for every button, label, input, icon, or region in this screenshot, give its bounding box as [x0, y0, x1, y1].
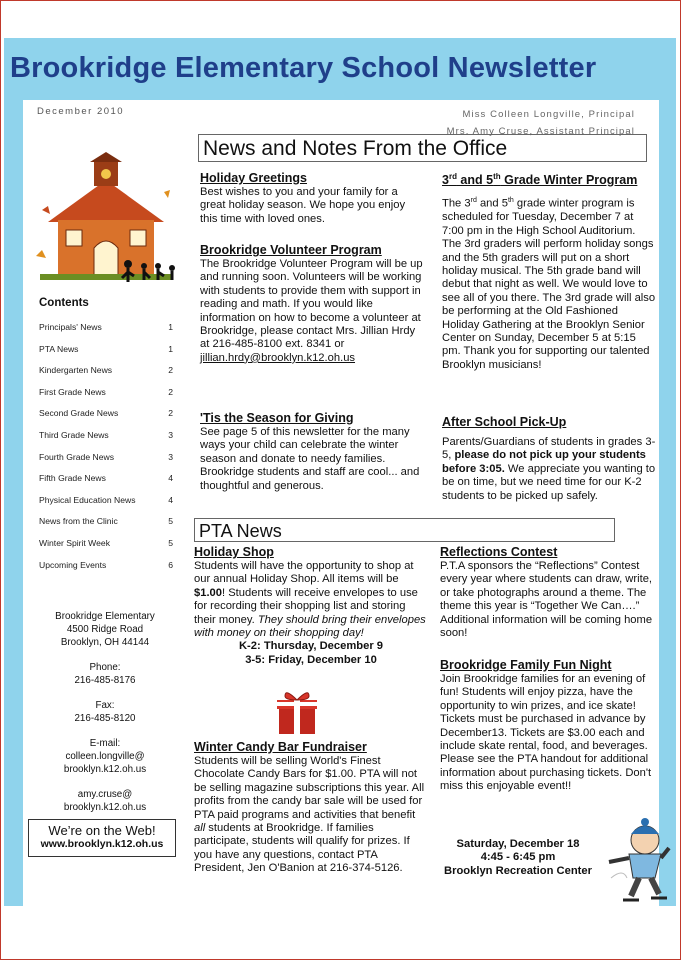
- fun-night-details: [430, 838, 606, 878]
- toc-item: Upcoming Events 6: [39, 559, 173, 570]
- article-title: Holiday Shop: [194, 545, 274, 559]
- article-title: 3rd and 5th Grade Winter Program: [442, 172, 638, 188]
- holiday-shop-article: [194, 545, 428, 667]
- toc-item: Fourth Grade News 3: [39, 451, 173, 462]
- toc-item: Kindergarten News 2: [39, 365, 173, 376]
- website-heading: We’re on the Web!: [48, 823, 156, 838]
- shop-day-3-5: 3-5: Friday, December 10: [245, 653, 377, 666]
- article-body: The Brookridge Volunteer Program will be up and running soon. Volunteers will be working with students to provide them with support in reading and math. If you would like information on how to become a volunteer at Brookridge, please contact Mrs. Jillian Hrdy at 216-485-8100 ext. 8341 or: [200, 258, 423, 351]
- website-box: [28, 819, 176, 857]
- candy-bar-fundraiser-article: [194, 740, 428, 876]
- pta-section-header: PTA News: [194, 518, 615, 542]
- article-body: Students will be selling World's Finest Chocolate Candy Bars for $1.00. PTA will not be selling magazine subscriptions this year. All profits from the candy bar sale will be used for PTA paid programs and activities that benefit all students at Brookridge. If families participate, students will qualify for prizes. If you have any questions, contact PTA President, Jen O'Banion at 216-374-5126.: [194, 755, 425, 875]
- principal-name: Miss Colleen Longville, Principal: [462, 109, 635, 120]
- toc-item: Principals' News 1: [39, 322, 173, 332]
- school-name: Brookridge Elementary: [55, 611, 155, 622]
- website-link[interactable]: www.brooklyn.k12.oh.us: [40, 838, 164, 850]
- season-giving-article: [200, 411, 424, 493]
- school-contact-info: [30, 610, 180, 814]
- article-body: P.T.A sponsors the “Reflections” Contest every year where students can draw, write, or take photographs around a theme. The theme this year is “Together We Can….” Additional information will be coming home soon!: [440, 560, 653, 640]
- table-of-contents: [39, 322, 179, 581]
- article-title: 'Tis the Season for Giving: [200, 411, 354, 425]
- article-body: The 3rd and 5th grade winter program is scheduled for Tuesday, December 7 at 7:00 pm in the High School Auditorium. The 3rd graders will perform holiday songs and the 5th graders will put on a short holiday musical. The 5th grade band will debut that night as well. We would love to see all of you there. The 3rd grade will also be performing at the Old Fashioned Holiday Gathering at the Brooklyn Senior Center on Sunday, December 5 at 5:15 pm. Thank you for supporting our talented Brooklyn musicians!: [442, 197, 656, 371]
- article-title: Holiday Greetings: [200, 171, 307, 185]
- article-title: Reflections Contest: [440, 545, 558, 559]
- email-label: E-mail:: [89, 738, 121, 749]
- reflections-contest-article: [440, 545, 656, 640]
- toc-item: Third Grade News 3: [39, 429, 173, 440]
- fun-night-location: Brooklyn Recreation Center: [444, 864, 592, 877]
- ice-skater-illustration: [603, 818, 671, 906]
- schoolhouse-illustration: [32, 152, 180, 292]
- principal-email-domain: brooklyn.k12.oh.us: [63, 764, 147, 775]
- shop-day-k2: K-2: Thursday, December 9: [238, 640, 384, 653]
- holiday-greetings-article: [200, 171, 424, 226]
- article-body: See page 5 of this newsletter for the many ways your child can celebrate the winter season and donate to needy families. Brookridge students and staff are cool... and thoughtful and generous.: [200, 426, 420, 492]
- article-body: Parents/Guardians of students in grades 3-5, please do not pick up your students before 3:05. We appreciate you wanting to be on time, but we need time for our K-2 students to be picked up safely.: [442, 436, 656, 502]
- assistant-email: amy.cruse@: [77, 789, 133, 800]
- school-city: Brooklyn, OH 44144: [60, 637, 150, 648]
- fax-label: Fax:: [95, 700, 115, 711]
- toc-item: Winter Spirit Week 5: [39, 537, 173, 548]
- article-title: Winter Candy Bar Fundraiser: [194, 740, 367, 754]
- assistant-email-domain: brooklyn.k12.oh.us: [63, 802, 147, 813]
- fun-night-date: Saturday, December 18: [456, 838, 580, 850]
- newsletter-title: Brookridge Elementary School Newsletter: [10, 52, 597, 84]
- article-title: After School Pick-Up: [442, 415, 567, 429]
- assistant-principal-name: Mrs. Amy Cruse, Assistant Principal: [446, 126, 635, 137]
- phone-number: 216-485-8176: [74, 675, 136, 686]
- toc-item: Fifth Grade News 4: [39, 473, 173, 484]
- after-school-pickup-article: [442, 415, 656, 503]
- article-body: Students will have the opportunity to shop at our annual Holiday Shop. All items will be $1.00! Students will receive envelopes to use for recording their shopping list and storing their money. They should bring their envelopes with money on their shopping day!: [194, 560, 426, 640]
- volunteer-program-article: [200, 243, 426, 365]
- fun-night-time: 4:45 - 6:45 pm: [480, 851, 556, 864]
- family-fun-night-article: [440, 658, 656, 794]
- toc-item: PTA News 1: [39, 343, 173, 354]
- toc-item: News from the Clinic 5: [39, 516, 173, 527]
- school-street: 4500 Ridge Road: [66, 624, 144, 635]
- toc-item: Second Grade News 2: [39, 408, 173, 419]
- toc-item: First Grade News 2: [39, 386, 173, 397]
- phone-label: Phone:: [89, 662, 121, 673]
- article-body: Best wishes to you and your family for a great holiday season. We hope you enjoy this time with loved ones.: [200, 186, 406, 225]
- contents-heading: Contents: [39, 297, 89, 309]
- article-title: Brookridge Volunteer Program: [200, 243, 382, 257]
- gift-box-icon: [275, 688, 319, 736]
- principal-email: colleen.longville@: [65, 751, 145, 762]
- volunteer-email-link[interactable]: jillian.hrdy@brooklyn.k12.oh.us: [200, 351, 356, 364]
- issue-date: December 2010: [37, 106, 125, 117]
- winter-program-article: [442, 169, 656, 372]
- article-body: Join Brookridge families for an evening of fun! Students will enjoy pizza, have the opportunity to win prizes, and ice skate! Tickets must be purchased in advance by December13. Tickets are $3.00 each and include skate rental, food, and beverages. Please see the PTA handout for additional information about purchasing tickets. Don't miss this enjoyable event!!: [440, 673, 652, 793]
- office-section-header: News and Notes From the Office: [198, 134, 647, 162]
- toc-item: Physical Education News 4: [39, 494, 173, 505]
- fax-number: 216-485-8120: [74, 713, 136, 724]
- article-title: Brookridge Family Fun Night: [440, 658, 612, 672]
